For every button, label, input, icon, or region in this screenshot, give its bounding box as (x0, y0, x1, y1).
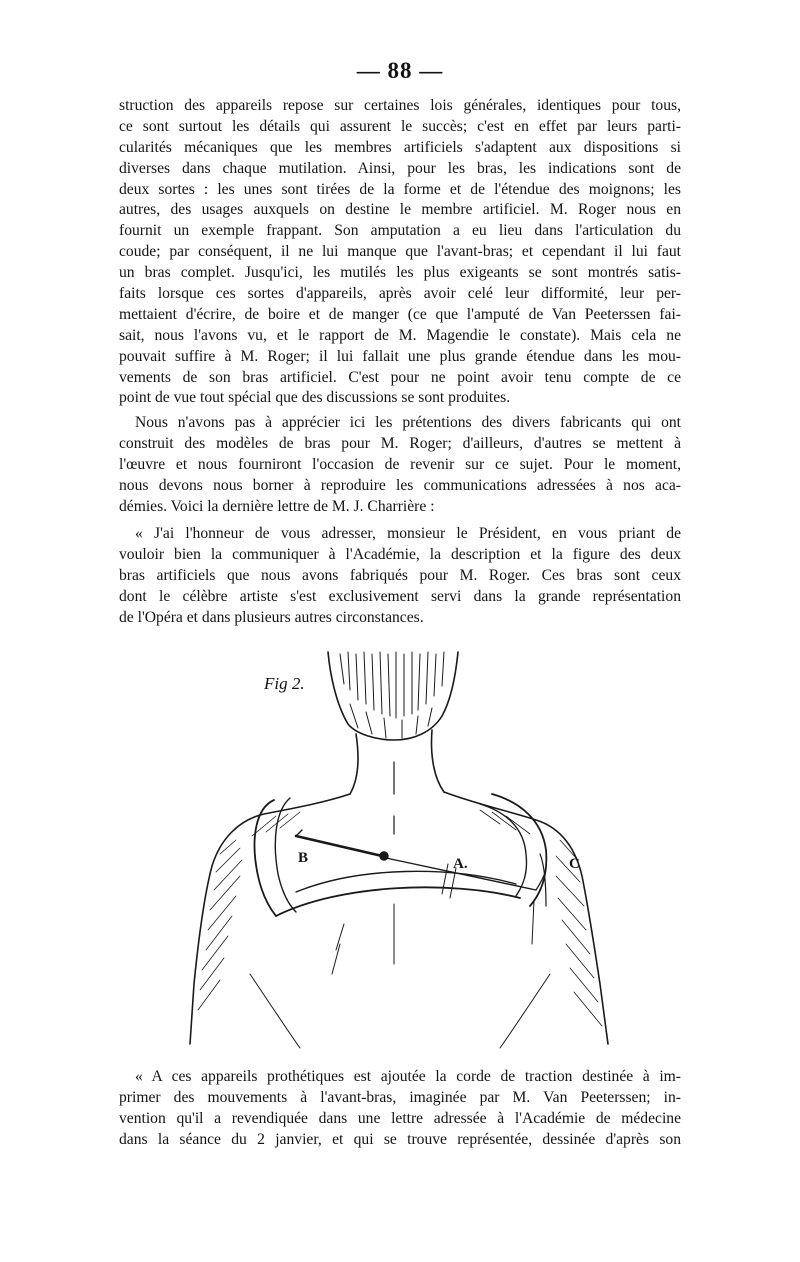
engraving-back-harness (180, 644, 620, 1052)
text-line: primer des mouvements à l'avant-bras, imaginée par M. Van Peeterssen; in- (119, 1088, 681, 1106)
text-line: faits lorsque ces sortes d'appareils, après avoir celé leur difformité, leur per- (119, 285, 681, 303)
text-line: mettaient d'écrire, de boire et de manger (ce que l'amputé de Van Peeterssen fai- (119, 305, 681, 323)
figure-label-c: C (569, 856, 580, 872)
text-line: struction des appareils repose sur certaines lois générales, identiques pour tous, (119, 97, 681, 114)
figure-harness-illustration (180, 644, 620, 1052)
text-line: nous devons nous borner à reproduire les communications adressées à nos aca- (119, 476, 681, 494)
paragraph-4 (119, 1067, 681, 1151)
paragraph-3 (119, 524, 681, 628)
text-line: « A ces appareils prothétiques est ajoutée la corde de traction destinée à im- (135, 1068, 681, 1085)
figure-label-b: B (298, 850, 309, 866)
text-line: sait, nous l'avons vu, et le rapport de M. Magendie le constate). Mais cela ne (119, 326, 681, 344)
text-line: l'œuvre et nous fourniront l'occasion de revenir sur ce sujet. Pour le moment, (119, 455, 681, 473)
text-line: vouloir bien la communiquer à l'Académie, la description et la figure des deux (119, 545, 681, 563)
figure-caption: Fig 2. (264, 674, 305, 693)
text-line: autres, des usages auxquels on destine le membre artificiel. M. Roger nous en (119, 201, 681, 219)
text-line: de l'Opéra et dans plusieurs autres circonstances. (119, 608, 424, 626)
text-line: coude; par conséquent, il ne lui manque que l'avant-bras; et cependant il lui faut (119, 243, 681, 261)
text-line: point de vue tout spécial que des discussions se sont produites. (119, 389, 511, 407)
text-line: vention qu'il a revendiquée dans une lettre adressée à l'Académie de médecine (119, 1109, 681, 1127)
text-line: dans la séance du 2 janvier, et qui se trouve représentée, dessinée d'après son (119, 1130, 681, 1148)
text-line: un bras complet. Jusqu'ici, les mutilés les plus exigeants se sont montrés satis- (119, 264, 681, 282)
text-line: pouvait suffire à M. Roger; il lui fallait une plus grande étendue dans les mou- (119, 347, 681, 365)
text-line: vements de son bras artificiel. C'est pour ne point avoir tenu compte de ce (119, 368, 681, 386)
page-number: — 88 — (356, 58, 444, 83)
paragraph-1 (119, 96, 681, 409)
text-line: ce sont surtout les détails qui assurent le succès; c'est en effet par leurs parti- (119, 117, 681, 135)
text-line: démies. Voici la dernière lettre de M. J. Charrière : (119, 497, 435, 515)
text-line: construit des modèles de bras pour M. Roger; d'ailleurs, d'autres se mettent à (119, 434, 681, 452)
figure-label-a: A. (453, 856, 468, 872)
paragraph-2 (119, 413, 681, 517)
text-line: deux sortes : les unes sont tirées de la forme et de l'étendue des moignons; les (119, 180, 681, 198)
text-line: cularités mécaniques que les membres artificiels s'adaptent aux dispositions si (119, 138, 681, 156)
text-line: Nous n'avons pas à apprécier ici les prétentions des divers fabricants qui ont (135, 414, 681, 431)
text-line: dont le célèbre artiste s'est exclusivement servi dans la grande représentation (119, 587, 681, 605)
text-line: diverses dans chaque mutilation. Ainsi, pour les bras, les indications sont de (119, 159, 681, 177)
text-line: « J'ai l'honneur de vous adresser, monsieur le Président, en vous priant de (135, 525, 681, 542)
text-line: fournit un exemple frappant. Son amputation a eu lieu dans l'articulation du (119, 222, 681, 240)
text-line: bras artificiels que nous avons fabriqués pour M. Roger. Ces bras sont ceux (119, 566, 681, 584)
